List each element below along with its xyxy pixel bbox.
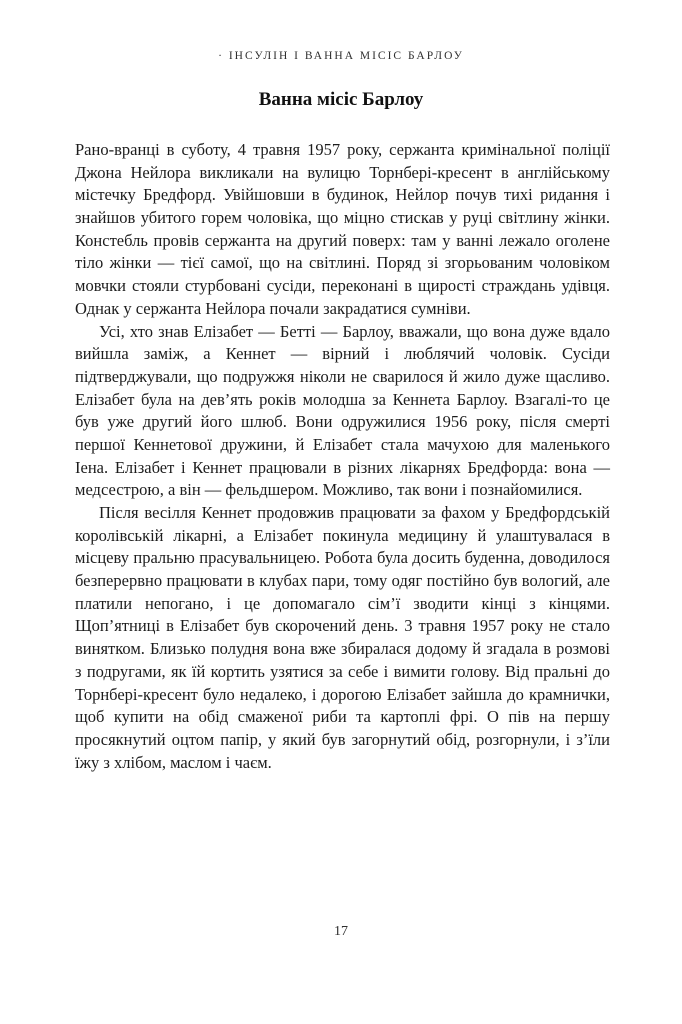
running-head: · ІНСУЛІН І ВАННА МІСІС БАРЛОУ <box>218 50 464 62</box>
body-text <box>75 139 610 774</box>
body-paragraph: Після весілля Кеннет продовжив працювати за фахом у Бредфордській королівській лікарні, а Елізабет покинула медицину й улаштувалася в місцеву пральню прасувальницею. Робота була досить буденна, доводилося безперервно працювати в клубах пари, тому одяг постійно був вологий, але платили непогано, і це допомагало сім’ї зводити кінці з кінцями. Щоп’ятниці в Елізабет був скорочений день. 3 травня 1957 року не стало винятком. Близько полудня вона вже збиралася додому й згадала в розмові з подругами, як їй кортить узятися за себе і вимити голову. Від пральні до Торнбері-кресент було недалеко, і дорогою Елізабет зайшла до крамнички, щоб купити на обід смаженої риби та картоплі фрі. О пів на першу просякнутий оцтом папір, у який був загорнутий обід, розгорнули, і з’їли їжу з хлібом, маслом і чаєм. <box>75 503 610 772</box>
body-paragraph: Усі, хто знав Елізабет — Бетті — Барлоу, вважали, що вона дуже вдало вийшла заміж, а Кеннет — вірний і люблячий чоловік. Сусіди підтверджували, що подружжя ніколи не сварилося й жило дуже щасливо. Елізабет була на дев’ять років молодша за Кеннета Барлоу. Взагалі-то це був уже другий його шлюб. Вони одружилися 1956 року, після смерті першої Кеннетової дружини, й Елізабет стала мачухою для маленького Іена. Елізабет і Кеннет працювали в різних лікарнях Бредфорда: вона — медсестрою, а він — фельдшером. Можливо, так вони і познайомилися. <box>75 321 610 500</box>
chapter-title: Ванна місіс Барлоу <box>258 89 424 110</box>
page-number: 17 <box>334 924 348 939</box>
body-paragraph: Рано-вранці в суботу, 4 травня 1957 року, сержанта кримінальної поліції Джона Нейлора викликали на вулицю Торнбері-кресент в англійському містечку Бредфорд. Увійшовши в будинок, Нейлор почув тихі ридання і знайшов убитого горем чоловіка, що міцно стискав у руці світлину жінки. Констебль провів сержанта на другий поверх: там у ванні лежало оголене тіло жінки — тієї самої, що на світлині. Поряд зі згорьованим чоловіком мовчки стояли стурбовані сусіди, переконані в щирості страждань удівця. Однак у сержанта Нейлора почали закрадатися сумніви. <box>75 140 610 318</box>
